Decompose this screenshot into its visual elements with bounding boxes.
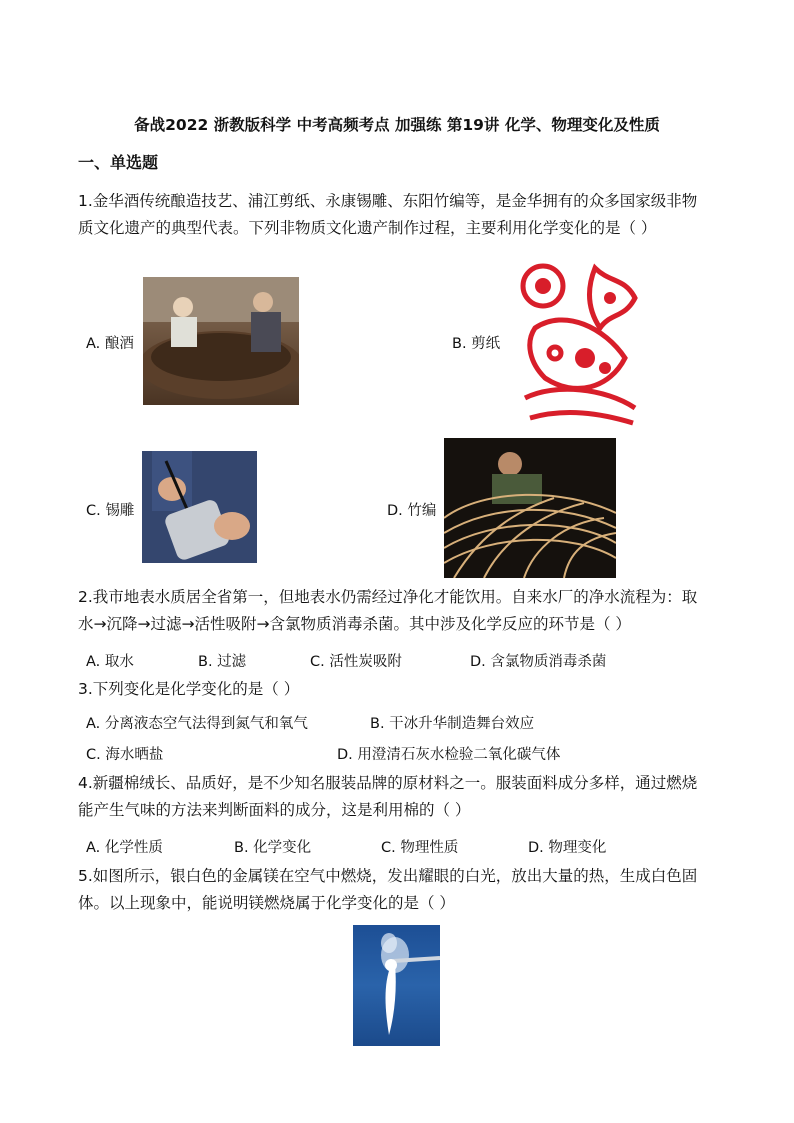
q4-stem bbox=[78, 770, 718, 824]
q1-option-c[interactable]: C. 锡雕 bbox=[86, 503, 135, 519]
q2-option-b[interactable]: B. 过滤 bbox=[198, 654, 247, 670]
q1-line2: 质文化遗产的典型代表。下列非物质文化遗产制作过程，主要利用化学变化的是（ ） bbox=[78, 219, 657, 237]
q3-stem: 3.下列变化是化学变化的是（ ） bbox=[78, 680, 300, 698]
q5-line2: 体。以上现象中，能说明镁燃烧属于化学变化的是（ ） bbox=[78, 894, 455, 912]
q4-line2: 能产生气味的方法来判断面料的成分，这是利用棉的（ ） bbox=[78, 801, 471, 819]
q3-option-d[interactable]: D. 用澄清石灰水检验二氧化碳气体 bbox=[337, 747, 561, 763]
q3-option-a[interactable]: A. 分离液态空气法得到氮气和氧气 bbox=[86, 716, 308, 732]
q4-option-a[interactable]: A. 化学性质 bbox=[86, 840, 163, 856]
brewing-photo bbox=[143, 277, 299, 405]
q1-option-d[interactable]: D. 竹编 bbox=[387, 503, 437, 519]
bamboo-weaving-photo bbox=[444, 438, 616, 578]
q5-line1: 5.如图所示，银白色的金属镁在空气中燃烧，发出耀眼的白光，放出大量的热，生成白色固 bbox=[78, 867, 698, 885]
q1-line1: 1.金华酒传统酿造技艺、浦江剪纸、永康锡雕、东阳竹编等，是金华拥有的众多国家级非物 bbox=[78, 192, 698, 210]
q4-line1: 4.新疆棉绒长、品质好，是不少知名服装品牌的原材料之一。服装面料成分多样，通过燃烧 bbox=[78, 774, 698, 792]
paper-cut-image bbox=[515, 258, 645, 428]
magnesium-burning-photo bbox=[353, 925, 440, 1046]
q1-stem bbox=[78, 188, 718, 242]
q2-option-c[interactable]: C. 活性炭吸附 bbox=[310, 654, 402, 670]
tin-carving-photo bbox=[142, 451, 257, 563]
q5-stem bbox=[78, 863, 718, 917]
q4-option-b[interactable]: B. 化学变化 bbox=[234, 840, 312, 856]
q2-line1: 2.我市地表水质居全省第一，但地表水仍需经过净化才能饮用。自来水厂的净水流程为：取 bbox=[78, 588, 698, 606]
q2-option-d[interactable]: D. 含氯物质消毒杀菌 bbox=[470, 654, 607, 670]
page-title: 备战2022 浙教版科学 中考高频考点 加强练 第19讲 化学、物理变化及性质 bbox=[134, 116, 660, 134]
section-heading: 一、单选题 bbox=[78, 153, 159, 172]
q1-option-a[interactable]: A. 酿酒 bbox=[86, 336, 134, 352]
q3-option-c[interactable]: C. 海水晒盐 bbox=[86, 747, 164, 763]
q4-option-c[interactable]: C. 物理性质 bbox=[381, 840, 459, 856]
q2-stem bbox=[78, 584, 718, 638]
q3-option-b[interactable]: B. 干冰升华制造舞台效应 bbox=[370, 716, 535, 732]
q4-option-d[interactable]: D. 物理变化 bbox=[528, 840, 607, 856]
q2-line2: 水→沉降→过滤→活性吸附→含氯物质消毒杀菌。其中涉及化学反应的环节是（ ） bbox=[78, 615, 631, 633]
q1-option-b[interactable]: B. 剪纸 bbox=[452, 336, 501, 352]
q2-option-a[interactable]: A. 取水 bbox=[86, 654, 134, 670]
